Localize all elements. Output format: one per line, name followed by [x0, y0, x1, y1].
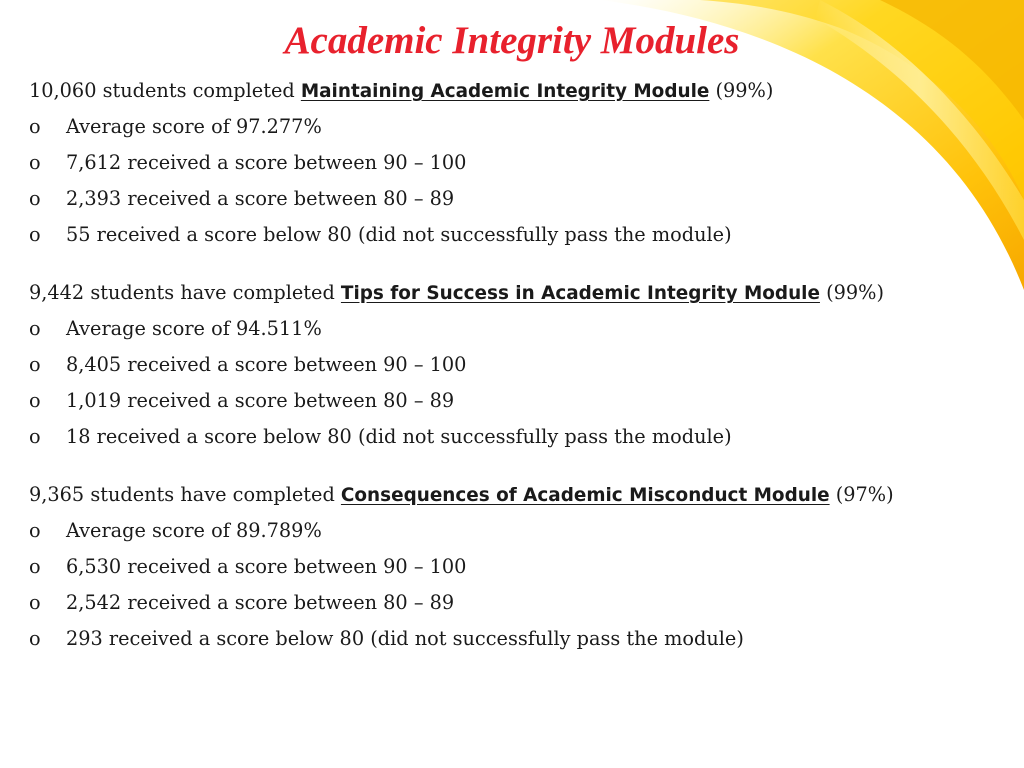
bullet-marker: o: [29, 353, 41, 376]
module-section: [29, 477, 1019, 657]
list-item: [29, 109, 1019, 145]
bullet-marker: o: [29, 389, 41, 412]
completion-percent: (97%): [829, 483, 894, 506]
item-text: Average score of 94.511%: [66, 317, 322, 340]
bullet-marker: o: [29, 519, 41, 542]
bullet-marker: o: [29, 591, 41, 614]
completion-count-text: 10,060 students completed: [29, 79, 301, 102]
item-text: Average score of 89.789%: [66, 519, 322, 542]
item-text: 7,612 received a score between 90 – 100: [66, 151, 467, 174]
item-text: 2,542 received a score between 80 – 89: [66, 591, 455, 614]
list-item: [29, 311, 1019, 347]
bullet-marker: o: [29, 627, 41, 650]
item-text: Average score of 97.277%: [66, 115, 322, 138]
item-text: 293 received a score below 80 (did not successfully pass the module): [66, 627, 744, 650]
list-item: [29, 513, 1019, 549]
list-item: [29, 181, 1019, 217]
list-item: [29, 217, 1019, 253]
module-name: Consequences of Academic Misconduct Module: [340, 485, 830, 506]
item-text: 1,019 received a score between 80 – 89: [66, 389, 455, 412]
list-item: [29, 347, 1019, 383]
completion-count-text: 9,365 students have completed: [29, 483, 341, 506]
completion-percent: (99%): [709, 79, 774, 102]
list-item: [29, 549, 1019, 585]
section-lead: [29, 477, 1019, 513]
bullet-marker: o: [29, 555, 41, 578]
bullet-marker: o: [29, 151, 41, 174]
item-text: 55 received a score below 80 (did not successfully pass the module): [66, 223, 732, 246]
bullet-marker: o: [29, 115, 41, 138]
section-lead: [29, 275, 1019, 311]
score-list: [29, 513, 1019, 657]
module-section: [29, 275, 1019, 455]
bullet-marker: o: [29, 187, 41, 210]
list-item: [29, 621, 1019, 657]
list-item: [29, 419, 1019, 455]
item-text: 6,530 received a score between 90 – 100: [66, 555, 467, 578]
item-text: 18 received a score below 80 (did not successfully pass the module): [66, 425, 732, 448]
bullet-marker: o: [29, 223, 41, 246]
list-item: [29, 383, 1019, 419]
score-list: [29, 109, 1019, 253]
module-summary: [29, 73, 1019, 657]
item-text: 8,405 received a score between 90 – 100: [66, 353, 467, 376]
module-name: Maintaining Academic Integrity Module: [300, 81, 710, 102]
list-item: [29, 585, 1019, 621]
item-text: 2,393 received a score between 80 – 89: [66, 187, 455, 210]
slide-title: Academic Integrity Modules: [284, 19, 740, 62]
completion-count-text: 9,442 students have completed: [29, 281, 341, 304]
bullet-marker: o: [29, 317, 41, 340]
section-lead: [29, 73, 1019, 109]
completion-percent: (99%): [819, 281, 884, 304]
bullet-marker: o: [29, 425, 41, 448]
list-item: [29, 145, 1019, 181]
score-list: [29, 311, 1019, 455]
module-section: [29, 73, 1019, 253]
module-name: Tips for Success in Academic Integrity Module: [340, 283, 820, 304]
